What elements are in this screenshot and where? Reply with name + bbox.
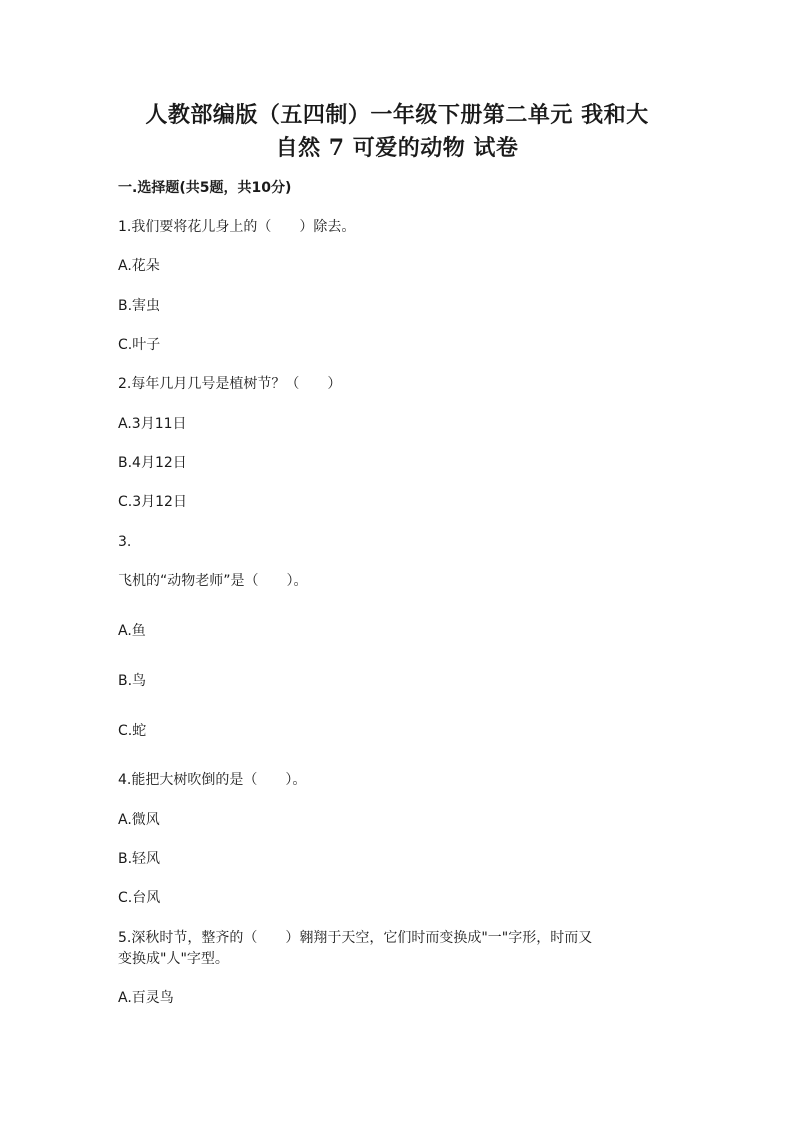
question-1-stem: 1.我们要将花儿身上的（ ）除去。 [118, 219, 356, 235]
exam-title-line-1: 人教部编版（五四制）一年级下册第二单元 我和大 [145, 102, 649, 128]
question-3-number: 3. [118, 534, 132, 550]
question-2-option-b: B.4月12日 [118, 455, 187, 471]
question-4-option-b: B.轻风 [118, 851, 161, 867]
question-1-option-a: A.花朵 [118, 258, 160, 274]
question-1-option-c: C.叶子 [118, 337, 161, 353]
question-3-option-a: A.鱼 [118, 623, 146, 639]
question-3-option-b: B.鸟 [118, 673, 147, 689]
question-4-option-c: C.台风 [118, 890, 161, 906]
question-2-option-c: C.3月12日 [118, 494, 187, 510]
question-5-stem-line-1: 5.深秋时节，整齐的（ ）翱翔于天空，它们时而变换成"一"字形，时而又 [118, 930, 593, 946]
question-5-stem-line-2: 变换成"人"字型。 [118, 951, 229, 967]
question-3-stem: 飞机的“动物老师”是（ ）。 [118, 573, 308, 589]
question-1-option-b: B.害虫 [118, 298, 161, 314]
question-2-stem: 2.每年几月几号是植树节？（ ） [118, 376, 342, 392]
question-4-option-a: A.微风 [118, 812, 160, 828]
exam-title-line-2: 自然 7 可爱的动物 试卷 [275, 135, 519, 161]
question-5-option-a: A.百灵鸟 [118, 990, 174, 1006]
question-4-stem: 4.能把大树吹倒的是（ ）。 [118, 772, 307, 788]
section-heading: 一.选择题(共5题，共10分) [118, 180, 292, 196]
question-3-option-c: C.蛇 [118, 723, 147, 739]
question-2-option-a: A.3月11日 [118, 416, 187, 432]
